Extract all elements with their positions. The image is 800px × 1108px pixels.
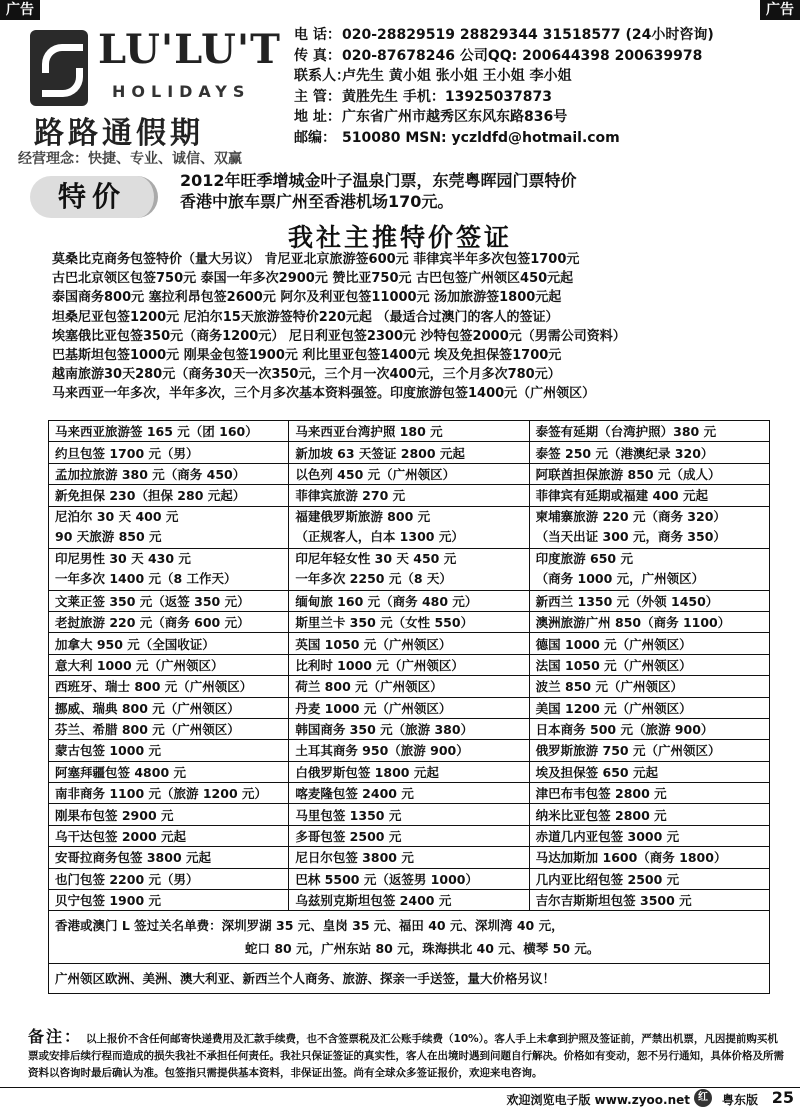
- cell-line: 白俄罗斯包签 1800 元起: [295, 764, 439, 780]
- contact-label: 邮编：: [294, 129, 336, 146]
- cell-line: 韩国商务 350 元（旅游 380）: [295, 722, 474, 738]
- table-row: [49, 783, 770, 804]
- table-cell: [289, 783, 529, 804]
- contact-value: 卢先生 黄小姐 张小姐 王小姐 李小姐: [342, 68, 572, 84]
- table-cell: [49, 633, 289, 654]
- table-cell: [529, 654, 769, 675]
- cell-line: 荷兰 800 元（广州领区）: [295, 679, 443, 695]
- table-row: [49, 633, 770, 654]
- footer-edition: 粤东版: [721, 1093, 758, 1107]
- table-cell: [529, 421, 769, 442]
- table-cell: [289, 611, 529, 632]
- contact-label: 传 真：: [294, 47, 341, 64]
- table-cell: [289, 590, 529, 611]
- cell-line: 尼日尔包签 3800 元: [295, 850, 414, 866]
- table-cell: [289, 676, 529, 697]
- table-cell: [289, 761, 529, 782]
- cell-line: 埃及担保签 650 元起: [535, 764, 658, 780]
- table-cell: [49, 590, 289, 611]
- table-cell: [529, 825, 769, 846]
- cell-line: 丹麦 1000 元（广州领区）: [295, 700, 452, 716]
- contact-label: 主 管：: [294, 88, 341, 105]
- contact-value: 020-28829519 28829344 31518577 (24小时咨询): [342, 27, 714, 43]
- table-cell: [529, 485, 769, 506]
- contact-label: 地 址：: [294, 109, 341, 125]
- l-visa-line: 蛇口 80 元，广州东站 80 元，珠海拱北 40 元、横琴 50 元。: [245, 941, 600, 957]
- cell-line: 马来西亚台湾护照 180 元: [295, 424, 443, 440]
- logo-english-name: LU'LU'T: [98, 26, 281, 73]
- cell-line: 印度旅游 650 元: [535, 551, 633, 567]
- cell-line: 新西兰 1350 元（外领 1450）: [535, 593, 719, 609]
- table-row: [49, 611, 770, 632]
- cell-line: 西班牙、瑞士 800 元（广州领区）: [55, 679, 253, 695]
- table-cell: [289, 697, 529, 718]
- cell-line: 吉尔吉斯斯坦包签 3500 元: [535, 893, 692, 909]
- table-cell: [529, 783, 769, 804]
- table-cell: [49, 761, 289, 782]
- table-row: [49, 890, 770, 911]
- table-row: [49, 868, 770, 889]
- cell-line: 90 天旅游 850 元: [55, 529, 162, 545]
- cell-line: 阿联酋担保旅游 850 元（成人）: [535, 466, 721, 482]
- contact-label: 联系人：: [294, 68, 350, 84]
- promo-line: 古巴北京领区包签750元 泰国一年多次2900元 赞比亚750元 古巴包签广州领区450元起: [52, 271, 574, 287]
- ad-tag-right: 广告: [760, 0, 800, 20]
- contact-info: [294, 24, 794, 147]
- notes-label: 备注：: [28, 1027, 83, 1046]
- table-cell: [289, 633, 529, 654]
- table-cell: [529, 590, 769, 611]
- cell-line: 新免担保 230（担保 280 元起）: [55, 488, 246, 504]
- logo-chinese-name: 路路通假期: [34, 116, 204, 151]
- promo-line: 越南旅游30天280元（商务30天一次350元，三个月一次400元，三个月多次780元）: [52, 367, 561, 383]
- table-row: [49, 506, 770, 548]
- table-cell: [49, 783, 289, 804]
- table-cell: [529, 442, 769, 463]
- table-row: [49, 740, 770, 761]
- cell-line: 俄罗斯旅游 750 元（广州领区）: [535, 743, 721, 759]
- footer-badge-icon: 红: [694, 1089, 712, 1107]
- cell-line: 文莱正签 350 元（返签 350 元）: [55, 593, 250, 609]
- cell-line: 马里包签 1350 元: [295, 807, 402, 823]
- special-line: 2012年旺季增城金叶子温泉门票，东莞粤晖园门票特价: [180, 171, 577, 190]
- cell-line: 印尼年轻女性 30 天 450 元: [295, 551, 457, 567]
- cell-line: 津巴布韦包签 2800 元: [535, 786, 667, 802]
- personal-visa-cell: 广州领区欧洲、美洲、澳大利亚、新西兰个人商务、旅游、探亲一手送签，量大价格另议！: [49, 964, 770, 994]
- cell-line: 一年多次 2250 元（8 天）: [295, 571, 452, 587]
- cell-line: 也门包签 2200 元（男）: [55, 871, 199, 887]
- table-row: [49, 590, 770, 611]
- cell-line: 斯里兰卡 350 元（女性 550）: [295, 615, 474, 631]
- contact-row: [294, 24, 794, 45]
- cell-line: 德国 1000 元（广州领区）: [535, 636, 692, 652]
- table-row: [49, 442, 770, 463]
- cell-line: 柬埔寨旅游 220 元（商务 320）: [535, 509, 726, 525]
- cell-line: 多哥包签 2500 元: [295, 829, 402, 845]
- table-row: [49, 847, 770, 868]
- cell-line: （正规客人，白本 1300 元）: [295, 529, 464, 545]
- contact-value: 黄胜先生 手机：13925037873: [342, 88, 553, 105]
- page-number: 25: [771, 1088, 794, 1107]
- cell-line: 土耳其商务 950（旅游 900）: [295, 743, 469, 759]
- cell-line: 福建俄罗斯旅游 800 元: [295, 509, 431, 525]
- table-cell: [529, 697, 769, 718]
- cell-line: 南非商务 1100 元（旅游 1200 元）: [55, 786, 267, 802]
- table-row: [49, 697, 770, 718]
- contact-value: 510080 MSN: yczldfd@hotmail.com: [342, 129, 620, 146]
- cell-line: 印尼男性 30 天 430 元: [55, 551, 191, 567]
- ad-tag-left: 广告: [0, 0, 40, 20]
- table-row: [49, 964, 770, 994]
- table-cell: [289, 718, 529, 739]
- cell-line: 比利时 1000 元（广州领区）: [295, 657, 464, 673]
- table-row: [49, 463, 770, 484]
- table-row: [49, 485, 770, 506]
- table-cell: [289, 463, 529, 484]
- cell-line: 加拿大 950 元（全国收证）: [55, 636, 215, 652]
- visa-price-table: [48, 420, 770, 994]
- table-cell: [289, 654, 529, 675]
- table-cell: [49, 463, 289, 484]
- table-cell: [49, 676, 289, 697]
- cell-line: 喀麦隆包签 2400 元: [295, 786, 414, 802]
- table-cell: [289, 421, 529, 442]
- logo-holidays: HOLIDAYS: [112, 82, 251, 101]
- table-cell: [49, 825, 289, 846]
- table-cell: [49, 485, 289, 506]
- table-cell: [529, 676, 769, 697]
- logo-motto: 经营理念：快捷、专业、诚信、双赢: [18, 151, 242, 167]
- table-row: [49, 654, 770, 675]
- promo-line: 巴基斯坦包签1000元 刚果金包签1900元 利比里亚包签1400元 埃及免担保签1700元: [52, 347, 562, 363]
- table-cell: [49, 611, 289, 632]
- table-cell: [289, 890, 529, 911]
- page-footer: [0, 1087, 800, 1108]
- cell-line: 芬兰、希腊 800 元（广州领区）: [55, 722, 240, 738]
- cell-line: 新加坡 63 天签证 2800 元起: [295, 445, 465, 461]
- cell-line: 安哥拉商务包签 3800 元起: [55, 850, 211, 866]
- cell-line: 贝宁包签 1900 元: [55, 893, 161, 909]
- footer-website: 欢迎浏览电子版 www.zyoo.net: [506, 1093, 690, 1107]
- cell-line: 法国 1050 元（广州领区）: [535, 657, 692, 673]
- table-cell: [289, 868, 529, 889]
- cell-line: 几内亚比绍包签 2500 元: [535, 871, 680, 887]
- main-title: 我社主推特价签证: [287, 223, 512, 252]
- contact-row: [294, 45, 794, 66]
- table-cell: [49, 506, 289, 548]
- cell-line: 意大利 1000 元（广州领区）: [55, 657, 224, 673]
- table-row: [49, 718, 770, 739]
- cell-line: 澳洲旅游广州 850（商务 1100）: [535, 615, 731, 631]
- table-cell: [49, 740, 289, 761]
- table-cell: [529, 804, 769, 825]
- table-cell: [289, 740, 529, 761]
- contact-value: 广东省广州市越秀区东风东路836号: [342, 109, 568, 125]
- promo-list: [52, 248, 792, 402]
- cell-line: 美国 1200 元（广州领区）: [535, 700, 692, 716]
- promo-line: 泰国商务800元 塞拉利昂包签2600元 阿尔及利亚包签11000元 汤加旅游签1800元起: [52, 290, 562, 306]
- cell-line: 菲律宾有延期或福建 400 元起: [535, 488, 708, 504]
- table-row: [49, 804, 770, 825]
- promo-line: 马来西亚一年多次，半年多次，三个月多次基本资料强签。印度旅游包签1400元（广州领区）: [52, 386, 596, 402]
- table-cell: [529, 847, 769, 868]
- cell-line: 菲律宾旅游 270 元: [295, 488, 406, 504]
- cell-line: 巴林 5500 元（返签男 1000）: [295, 871, 478, 887]
- table-cell: [289, 485, 529, 506]
- l-visa-line: 香港或澳门 L 签过关名单费：深圳罗湖 35 元、皇岗 35 元、福田 40 元、深圳湾 40 元，: [55, 918, 564, 934]
- cell-line: 乌兹别克斯坦包签 2400 元: [295, 893, 452, 909]
- cell-line: 马来西亚旅游签 165 元（团 160）: [55, 424, 258, 440]
- cell-line: 乌干达包签 2000 元起: [55, 829, 186, 845]
- table-cell: [49, 442, 289, 463]
- table-cell: [529, 548, 769, 590]
- cell-line: 一年多次 1400 元（8 工作天）: [55, 571, 237, 587]
- cell-line: （当天出证 300 元，商务 350）: [535, 529, 726, 545]
- cell-line: （商务 1000 元，广州领区）: [535, 571, 705, 587]
- table-cell: [49, 890, 289, 911]
- table-cell: [49, 697, 289, 718]
- cell-line: 马达加斯加 1600（商务 1800）: [535, 850, 727, 866]
- table-row: [49, 911, 770, 964]
- cell-line: 日本商务 500 元（旅游 900）: [535, 722, 714, 738]
- table-cell: [529, 761, 769, 782]
- cell-line: 尼泊尔 30 天 400 元: [55, 509, 179, 525]
- table-cell: [49, 421, 289, 442]
- cell-line: 泰签有延期（台湾护照）380 元: [535, 424, 717, 440]
- table-row: [49, 548, 770, 590]
- cell-line: 蒙古包签 1000 元: [55, 743, 161, 759]
- contact-row: [294, 127, 794, 148]
- promo-line: 莫桑比克商务包签特价（量大另议） 肯尼亚北京旅游签600元 菲律宾半年多次包签1700元: [52, 252, 580, 267]
- logo-s-icon: [30, 30, 88, 106]
- cell-line: 以色列 450 元（广州领区）: [295, 466, 456, 482]
- contact-row: [294, 65, 794, 86]
- special-offers: [180, 170, 577, 212]
- table-cell: [529, 463, 769, 484]
- contact-label: 电 话：: [294, 27, 341, 43]
- cell-line: 老挝旅游 220 元（商务 600 元）: [55, 615, 250, 631]
- table-cell: [289, 506, 529, 548]
- table-cell: [49, 804, 289, 825]
- contact-value: 020-87678246 公司QQ: 200644398 200639978: [342, 47, 703, 64]
- table-cell: [529, 633, 769, 654]
- cell-line: 孟加拉旅游 380 元（商务 450）: [55, 466, 246, 482]
- table-cell: [49, 847, 289, 868]
- company-logo: [14, 22, 286, 180]
- cell-line: 波兰 850 元（广州领区）: [535, 679, 683, 695]
- table-cell: [289, 847, 529, 868]
- l-visa-fee-cell: [49, 911, 770, 964]
- cell-line: 纳米比亚包签 2800 元: [535, 807, 667, 823]
- table-row: [49, 676, 770, 697]
- promo-line: 坦桑尼亚包签1200元 尼泊尔15天旅游签特价220元起 （最适合过澳门的客人的签证）: [52, 309, 559, 325]
- table-cell: [529, 740, 769, 761]
- table-cell: [529, 890, 769, 911]
- cell-line: 约旦包签 1700 元（男）: [55, 445, 199, 461]
- table-row: [49, 761, 770, 782]
- cell-line: 阿塞拜疆包签 4800 元: [55, 764, 186, 780]
- table-row: [49, 825, 770, 846]
- cell-line: 刚果布包签 2900 元: [55, 807, 174, 823]
- cell-line: 英国 1050 元（广州领区）: [295, 636, 452, 652]
- table-cell: [289, 804, 529, 825]
- special-line: 香港中旅车票广州至香港机场170元。: [180, 192, 454, 211]
- table-cell: [289, 825, 529, 846]
- table-cell: [529, 868, 769, 889]
- notes: [28, 1028, 788, 1082]
- table-cell: [529, 718, 769, 739]
- promo-line: 埃塞俄比亚包签350元（商务1200元） 尼日利亚包签2300元 沙特包签2000元（男需公司资料）: [52, 328, 626, 344]
- table-cell: [49, 654, 289, 675]
- special-price-badge: 特价: [30, 176, 158, 218]
- table-cell: [289, 442, 529, 463]
- table-cell: [529, 611, 769, 632]
- table-cell: [49, 868, 289, 889]
- contact-row: [294, 106, 794, 127]
- table-cell: [289, 548, 529, 590]
- cell-line: 赤道几内亚包签 3000 元: [535, 829, 680, 845]
- cell-line: 挪威、瑞典 800 元（广州领区）: [55, 700, 240, 716]
- table-row: [49, 421, 770, 442]
- table-cell: [49, 718, 289, 739]
- table-cell: [49, 548, 289, 590]
- contact-row: [294, 86, 794, 107]
- cell-line: 泰签 250 元（港澳纪录 320）: [535, 445, 714, 461]
- table-cell: [529, 506, 769, 548]
- cell-line: 缅甸旅 160 元（商务 480 元）: [295, 593, 478, 609]
- notes-text: 以上报价不含任何邮寄快递费用及汇款手续费，也不含签票税及汇公账手续费（10%）。客人手上未拿到护照及签证前，严禁出机票，凡因提前购买机票或安排后续行程而造成的损失我社不承担任何责任。我社只保证签证的真实性，客人在出境时遇到问题自行解决。价格如有变动，恕不另行通知，具体价格及所需资料以咨询时最后确认为准。包签指只需提供基本资料，非保证出签。尚有全球众多签证报价，欢迎来电咨询。: [28, 1033, 784, 1079]
